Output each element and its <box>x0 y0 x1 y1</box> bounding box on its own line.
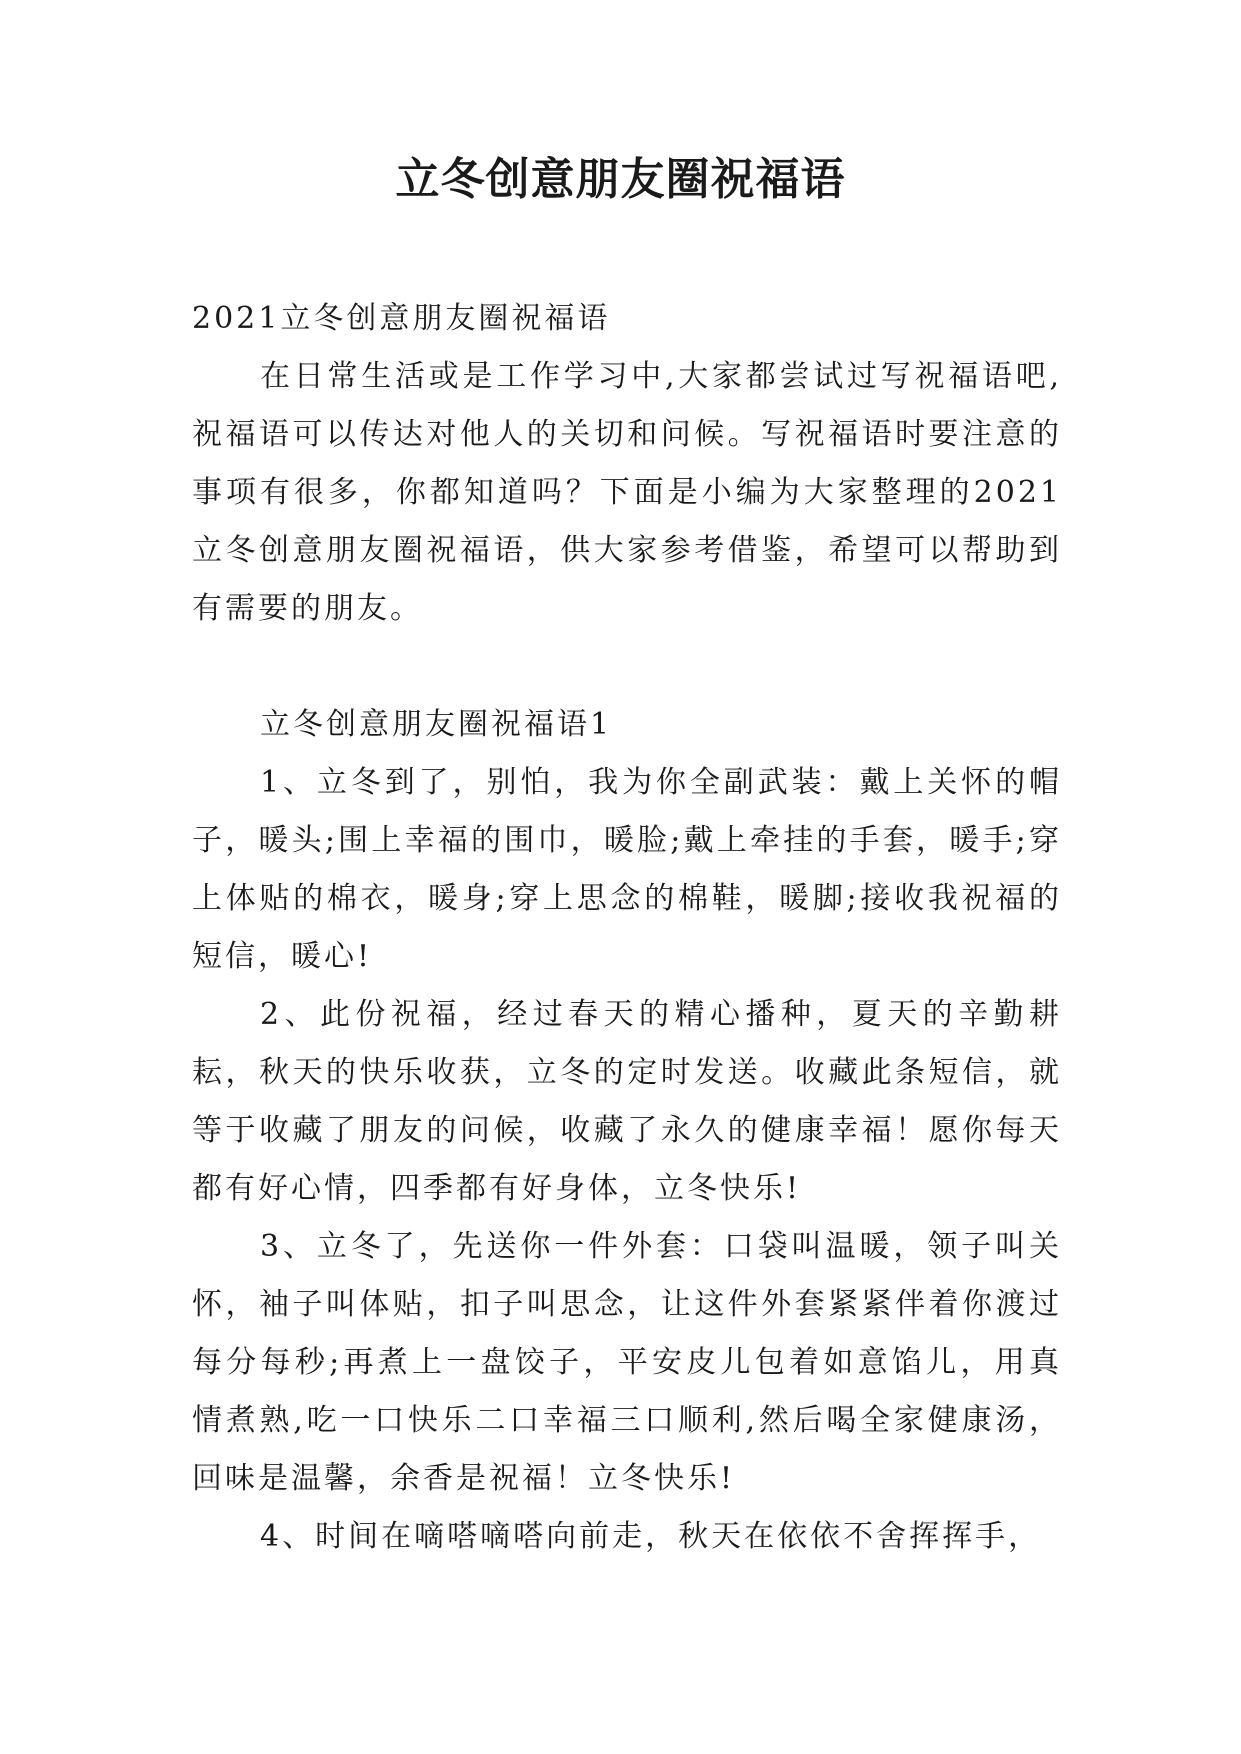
paragraph-spacer <box>192 638 1062 696</box>
blessing-item-2: 2、此份祝福，经过春天的精心播种，夏天的辛勤耕耘，秋天的快乐收获，立冬的定时发送。收藏此条短信，就等于收藏了朋友的问候，收藏了永久的健康幸福！愿你每天都有好心情，四季都有好身体，立冬快乐! <box>192 997 1062 1206</box>
intro-paragraph: 在日常生活或是工作学习中,大家都尝试过写祝福语吧,祝福语可以传达对他人的关切和问候。写祝福语时要注意的事项有很多，你都知道吗？下面是小编为大家整理的2021立冬创意朋友圈祝福语，供大家参考借鉴，希望可以帮助到有需要的朋友。 <box>192 359 1062 626</box>
document-body <box>192 290 1062 1566</box>
blessing-item-3: 3、立冬了，先送你一件外套：口袋叫温暖，领子叫关怀，袖子叫体贴，扣子叫思念，让这件外套紧紧伴着你渡过每分每秒;再煮上一盘饺子，平安皮儿包着如意馅儿，用真情煮熟,吃一口快乐二口幸福三口顺利,然后喝全家健康汤，回味是温馨，余香是祝福！立冬快乐! <box>192 1229 1062 1496</box>
section-heading: 立冬创意朋友圈祝福语1 <box>260 707 613 742</box>
document-title: 立冬创意朋友圈祝福语 <box>395 154 846 205</box>
blessing-item-4: 4、时间在嘀嗒嘀嗒向前走，秋天在依依不舍挥挥手， <box>260 1519 1042 1554</box>
document-subtitle: 2021立冬创意朋友圈祝福语 <box>192 301 611 336</box>
blessing-item-1: 1、立冬到了，别怕，我为你全副武装：戴上关怀的帽子，暖头;围上幸福的围巾，暖脸;戴上牵挂的手套，暖手;穿上体贴的棉衣，暖身;穿上思念的棉鞋，暖脚;接收我祝福的短信，暖心! <box>192 765 1062 974</box>
